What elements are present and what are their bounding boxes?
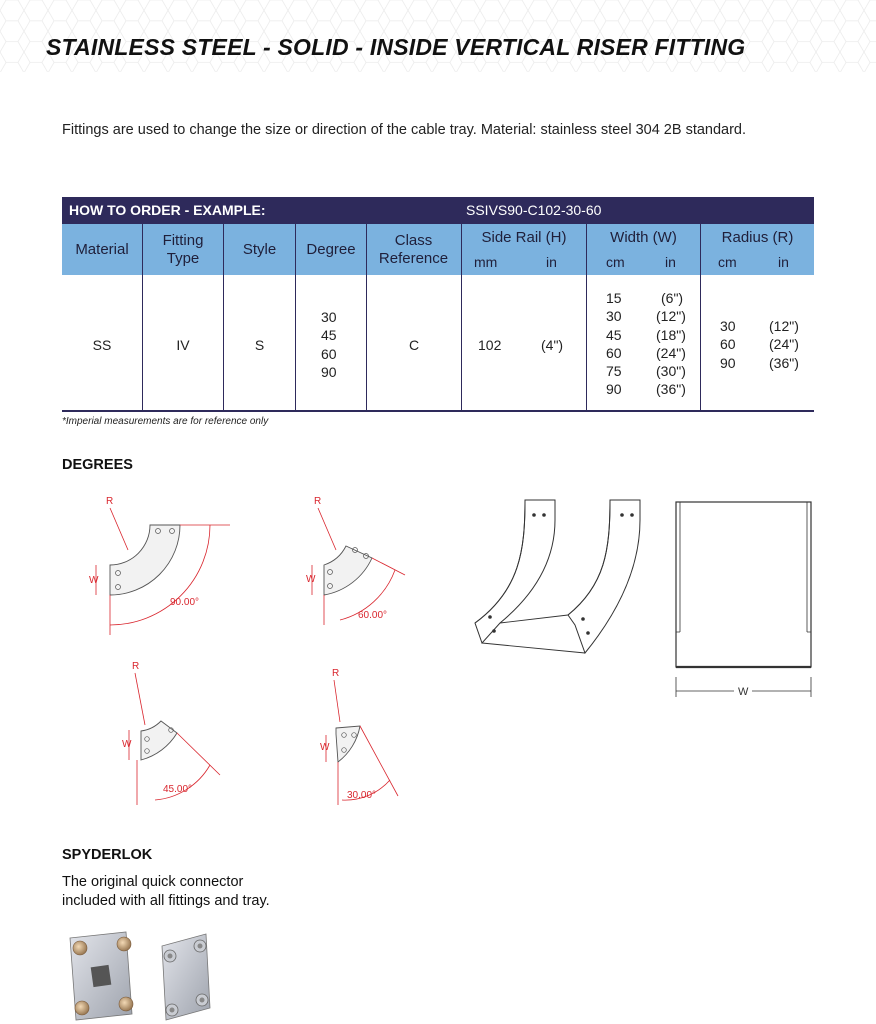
w-label: W	[738, 686, 749, 698]
col-divider	[366, 224, 367, 412]
r-label: R	[314, 496, 322, 507]
w-label: W	[306, 574, 316, 585]
width-cm-value: 15	[606, 290, 622, 306]
angle-label: 60.00°	[358, 610, 388, 621]
col-divider	[586, 224, 587, 412]
col-side-rail-mm: mm	[474, 254, 498, 270]
width-cm-value: 90	[606, 381, 622, 398]
value-radius-in	[769, 317, 799, 372]
radius-in-value: (24")	[769, 336, 799, 353]
value-style: S	[254, 337, 265, 353]
riser-front-view	[668, 497, 818, 707]
col-side-rail: Side Rail (H)	[481, 229, 567, 246]
col-radius-in: in	[778, 254, 789, 270]
spyderlok-line: included with all fittings and tray.	[62, 892, 270, 909]
col-divider	[295, 224, 296, 412]
degree-value: 60	[321, 345, 337, 362]
col-divider	[223, 224, 224, 412]
col-degree: Degree	[306, 241, 356, 258]
spyderlok-line: The original quick connector	[62, 874, 244, 890]
imperial-note: *Imperial measurements are for reference only	[62, 416, 269, 427]
diagram-90-degree	[80, 490, 240, 640]
col-width-cm: cm	[606, 254, 625, 270]
table-bottom-rule	[62, 410, 814, 412]
width-in-value: (6")	[661, 290, 684, 306]
width-in-value: (36")	[656, 381, 686, 398]
radius-in-value: (36")	[769, 354, 799, 371]
value-side-rail-mm: 102	[478, 337, 502, 353]
value-radius-cm	[720, 317, 736, 372]
page-title: STAINLESS STEEL - SOLID - INSIDE VERTICAL RISER FITTING	[46, 34, 746, 60]
diagram-45-degree	[115, 655, 235, 810]
degree-value: 45	[321, 327, 337, 344]
w-label: W	[320, 742, 330, 753]
col-class-1: Class	[394, 232, 433, 249]
value-class: C	[408, 337, 420, 353]
diagram-60-degree	[300, 490, 430, 630]
r-label: R	[332, 668, 340, 679]
col-radius-cm: cm	[718, 254, 737, 270]
width-in-value: (24")	[656, 344, 686, 361]
col-class-2: Reference	[378, 250, 449, 267]
col-radius: Radius (R)	[721, 229, 794, 246]
col-style: Style	[242, 241, 277, 258]
degrees-heading: DEGREES	[62, 457, 133, 473]
angle-label: 90.00°	[170, 597, 200, 608]
col-material: Material	[75, 241, 129, 258]
intro-text: Fittings are used to change the size or direction of the cable tray. Material: stainless steel 304 2B standard.	[62, 122, 747, 138]
degree-value: 90	[321, 363, 337, 380]
w-label: W	[89, 575, 99, 586]
spyderlok-heading: SPYDERLOK	[62, 847, 153, 863]
radius-cm-value: 60	[720, 336, 736, 353]
radius-cm-value: 90	[720, 354, 736, 371]
r-label: R	[132, 661, 140, 672]
value-fitting-type: IV	[176, 337, 190, 353]
width-cm-value: 45	[606, 326, 622, 343]
col-divider	[142, 224, 143, 412]
col-divider	[700, 224, 701, 412]
col-width-in: in	[665, 254, 676, 270]
width-cm-value: 60	[606, 344, 622, 361]
radius-in-value: (12")	[769, 318, 799, 334]
riser-fitting-3d-drawing	[470, 495, 660, 660]
col-divider	[461, 224, 462, 412]
order-header-label: HOW TO ORDER - EXAMPLE:	[69, 202, 266, 218]
value-width-in	[656, 289, 686, 399]
r-label: R	[106, 496, 114, 507]
diagram-30-degree	[312, 660, 412, 810]
value-material: SS	[92, 337, 112, 353]
value-degrees	[321, 308, 337, 381]
angle-label: 45.00°	[163, 784, 193, 795]
column-header-row	[62, 224, 814, 275]
w-label: W	[122, 739, 132, 750]
value-width-cm	[606, 289, 622, 399]
col-side-rail-in: in	[546, 254, 557, 270]
spyderlok-description	[62, 873, 270, 910]
spyderlok-connector-image	[66, 928, 226, 1022]
value-side-rail-in: (4")	[541, 337, 564, 353]
order-table	[62, 197, 814, 275]
order-header-bar	[62, 197, 814, 224]
col-width: Width (W)	[610, 229, 677, 246]
order-example-code: SSIVS90-C102-30-60	[466, 202, 602, 218]
width-cm-value: 75	[606, 363, 622, 380]
width-in-value: (18")	[656, 326, 686, 343]
degree-value: 30	[321, 309, 337, 325]
radius-cm-value: 30	[720, 318, 736, 334]
col-fitting-type-2: Type	[166, 250, 200, 267]
width-cm-value: 30	[606, 308, 622, 325]
col-fitting-type-1: Fitting	[162, 232, 204, 249]
width-in-value: (30")	[656, 363, 686, 380]
width-in-value: (12")	[656, 308, 686, 325]
angle-label: 30.00°	[347, 790, 377, 801]
